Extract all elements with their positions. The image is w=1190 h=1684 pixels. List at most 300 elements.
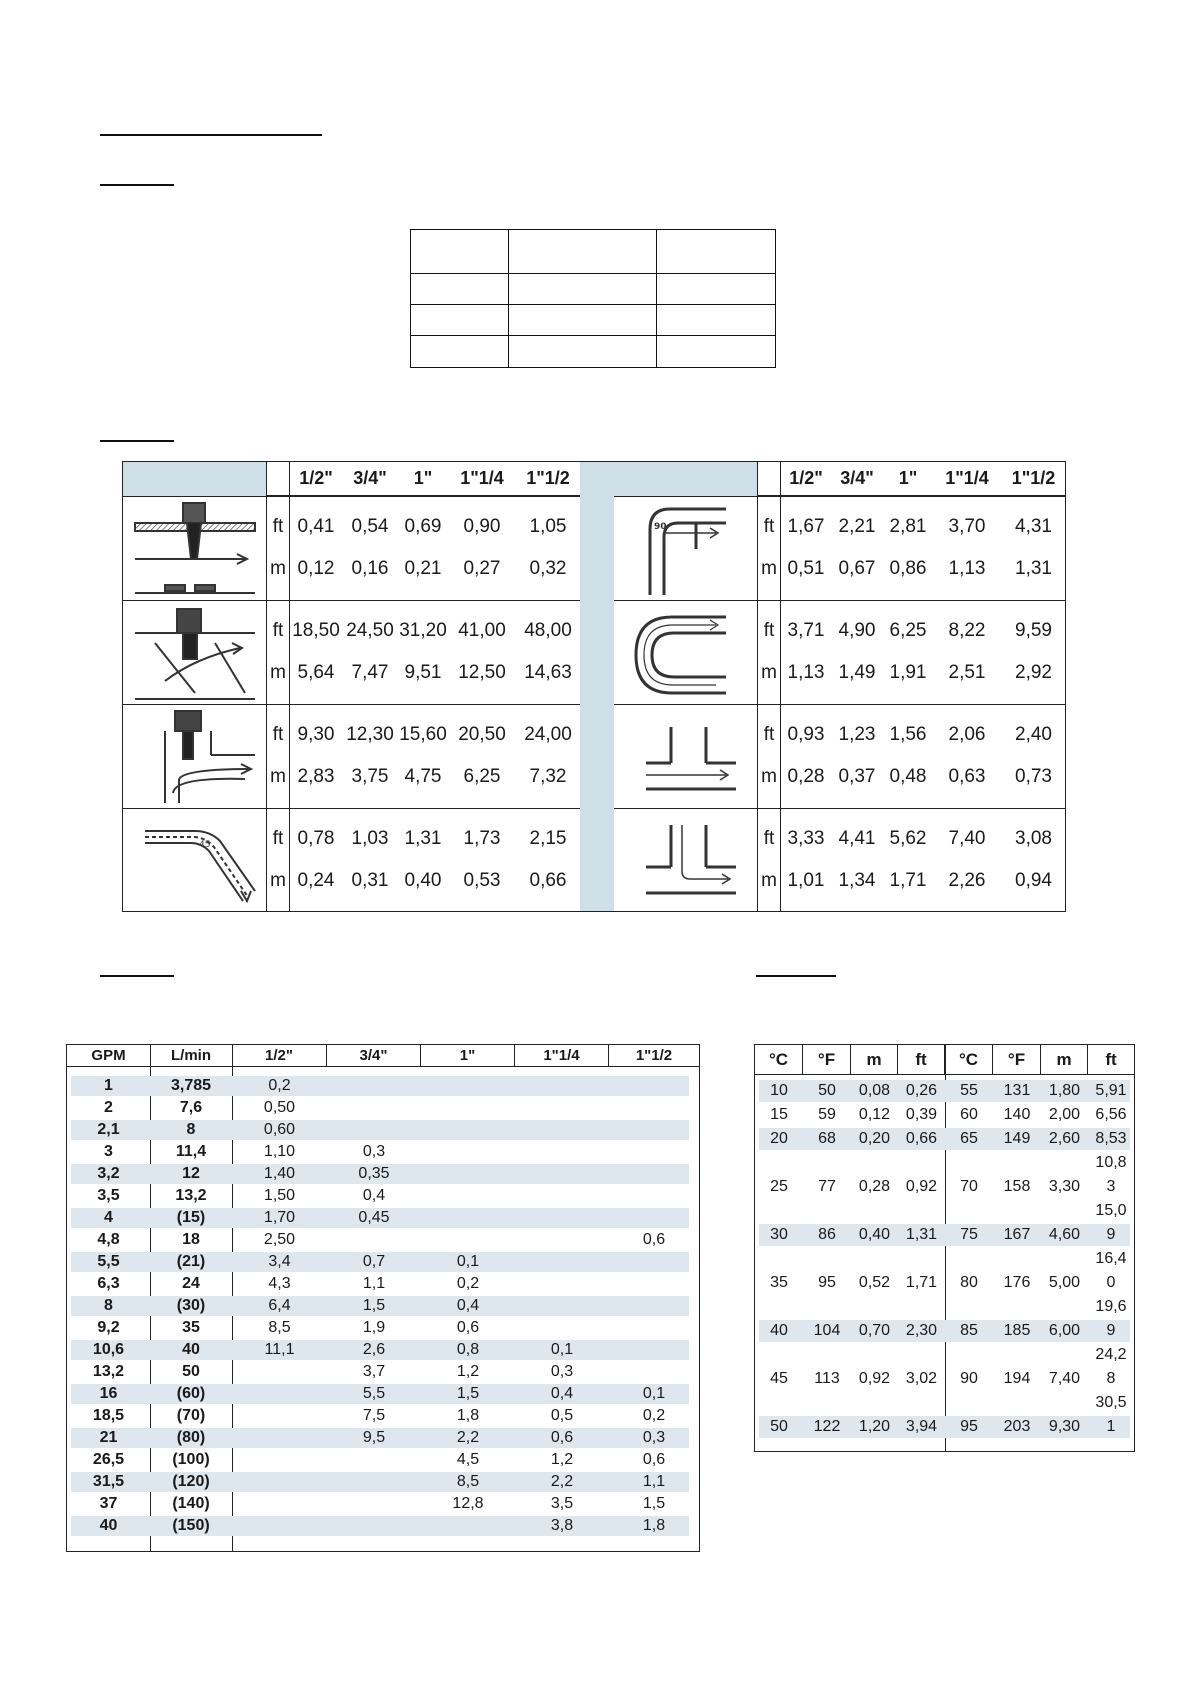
table-cell — [609, 1097, 699, 1119]
table-cell — [421, 1229, 515, 1251]
table-cell — [898, 1199, 945, 1223]
fitting-ft-line — [757, 719, 1066, 751]
size-header: 1/2" — [299, 468, 333, 488]
table-cell: 0,28 — [858, 1178, 891, 1195]
size-header: 1"1/4 — [460, 468, 504, 488]
table-cell: 3,02 — [905, 1370, 938, 1387]
table-row — [755, 1271, 1134, 1295]
table-cell — [232, 1471, 327, 1493]
table-cell — [755, 1295, 803, 1319]
table-cell: 0,3 — [362, 1143, 386, 1160]
table-cell — [945, 1391, 993, 1415]
table-cell: 1,5 — [362, 1297, 386, 1314]
fitting-value: 2,92 — [1015, 662, 1052, 683]
table-cell: 2 — [104, 1099, 113, 1116]
fitting-ft-line — [266, 511, 580, 543]
fitting-value: 31,20 — [399, 620, 447, 641]
table-cell — [232, 1493, 327, 1515]
fitting-value: 0,41 — [297, 516, 335, 537]
tee-branch-icon — [614, 809, 757, 912]
unit-label: ft — [272, 828, 284, 849]
table-cell: 0,8 — [456, 1341, 480, 1358]
table-row — [755, 1295, 1134, 1319]
fittings-right-header — [781, 462, 1066, 496]
table-cell: 3,8 — [550, 1517, 574, 1534]
table-cell: 16 — [99, 1385, 118, 1402]
fitting-value: 1,73 — [463, 828, 501, 849]
fitting-value: 15,60 — [399, 724, 447, 745]
fitting-value: 0,90 — [463, 516, 501, 537]
table-cell: 2,2 — [456, 1429, 480, 1446]
fittings-right-head-blank — [614, 462, 757, 496]
table-cell — [609, 1075, 699, 1097]
fittings-loss-table — [122, 461, 1066, 912]
fitting-value: 1,13 — [948, 558, 986, 579]
fitting-value: 1,34 — [838, 870, 876, 891]
table-cell: 1,5 — [642, 1495, 666, 1512]
table-cell: 2,50 — [263, 1231, 296, 1248]
table-cell: 9 — [1106, 1322, 1116, 1339]
table-cell: 3,2 — [97, 1165, 120, 1182]
table-cell: 0,1 — [456, 1253, 480, 1270]
table-row — [755, 1079, 1134, 1103]
fitting-value: 1,56 — [889, 724, 927, 745]
tee-straight-icon — [614, 705, 757, 808]
table-cell: 140 — [1003, 1106, 1031, 1123]
table-cell: 1,10 — [263, 1143, 296, 1160]
fitting-value: 5,62 — [889, 828, 927, 849]
fitting-value: 0,54 — [351, 516, 389, 537]
table-cell — [1041, 1247, 1088, 1271]
table-cell: 40 — [182, 1341, 200, 1358]
svg-text:90: 90 — [653, 521, 667, 532]
fitting-value: 0,67 — [838, 558, 876, 579]
table-cell: 13,2 — [175, 1187, 207, 1204]
table-cell: (140) — [172, 1495, 210, 1512]
fitting-value: 24,00 — [524, 724, 572, 745]
table-cell: 0,6 — [456, 1319, 480, 1336]
table-cell: 6,56 — [1095, 1106, 1127, 1123]
table-cell: 1,71 — [905, 1274, 938, 1291]
table-cell: 1,70 — [263, 1209, 296, 1226]
fitting-value: 14,63 — [524, 662, 572, 683]
table-cell: 1,80 — [1048, 1082, 1081, 1099]
fittings-separator — [580, 462, 614, 911]
table-row — [755, 1247, 1134, 1271]
table-cell — [993, 1199, 1041, 1223]
table-cell — [515, 1075, 609, 1097]
fitting-row — [123, 704, 580, 808]
table-cell: 12,8 — [452, 1495, 484, 1512]
fitting-value: 48,00 — [524, 620, 572, 641]
fitting-value: 9,51 — [404, 662, 442, 683]
table-cell: 1,31 — [905, 1226, 938, 1243]
table-cell: 0,6 — [642, 1451, 666, 1468]
table-cell: 16,4 — [1095, 1250, 1127, 1267]
table-cell — [515, 1295, 609, 1317]
table-cell: 37 — [99, 1495, 118, 1512]
table-cell: 13,2 — [92, 1363, 125, 1380]
table-cell — [515, 1317, 609, 1339]
table-cell: 104 — [813, 1322, 841, 1339]
unit-label: ft — [763, 620, 775, 641]
temp-header-ft: ft — [1088, 1045, 1134, 1075]
table-cell — [609, 1361, 699, 1383]
table-cell: 1,2 — [550, 1451, 574, 1468]
unit-label: m — [761, 870, 777, 891]
fitting-value: 4,41 — [838, 828, 876, 849]
table-cell — [755, 1151, 803, 1175]
table-row — [67, 1229, 699, 1251]
table-cell — [851, 1247, 898, 1271]
flow-header-size: 1"1/4 — [515, 1045, 609, 1067]
table-row — [67, 1141, 699, 1163]
table-row — [67, 1427, 699, 1449]
fitting-value: 0,86 — [889, 558, 927, 579]
temperature-table — [754, 1044, 1135, 1452]
table-row — [67, 1163, 699, 1185]
table-cell: (60) — [176, 1385, 206, 1402]
table-cell: 5,91 — [1095, 1082, 1127, 1099]
return-bend-icon — [614, 601, 757, 704]
table-row — [755, 1223, 1134, 1247]
fitting-value: 8,22 — [948, 620, 986, 641]
table-cell: 18 — [182, 1231, 200, 1248]
table-cell: 25 — [770, 1178, 788, 1195]
fitting-value: 0,66 — [529, 870, 567, 891]
table-row — [67, 1207, 699, 1229]
table-cell: 0,45 — [358, 1209, 390, 1226]
table-cell: 95 — [960, 1418, 978, 1435]
fitting-value: 0,24 — [297, 870, 335, 891]
table-cell — [327, 1471, 421, 1493]
table-cell: 80 — [960, 1274, 978, 1291]
table-cell: (100) — [172, 1451, 210, 1468]
table-cell: 203 — [1003, 1418, 1031, 1435]
table-cell: 50 — [818, 1082, 836, 1099]
table-row — [755, 1103, 1134, 1127]
table-cell — [327, 1097, 421, 1119]
table-cell — [755, 1343, 803, 1367]
table-cell: 8 — [104, 1297, 113, 1314]
fitting-value: 41,00 — [458, 620, 506, 641]
table-cell: 3 — [104, 1143, 113, 1160]
table-cell: 0,2 — [456, 1275, 480, 1292]
table-cell: 0,70 — [858, 1322, 891, 1339]
table-row — [755, 1175, 1134, 1199]
fitting-value: 2,26 — [948, 870, 986, 891]
table-cell: 113 — [814, 1370, 840, 1387]
table-cell: 6,4 — [268, 1297, 291, 1314]
table-cell: 176 — [1003, 1274, 1031, 1291]
table-cell: 149 — [1003, 1130, 1031, 1147]
table-cell — [898, 1295, 945, 1319]
table-cell: 3,5 — [550, 1495, 574, 1512]
svg-text:45: 45 — [198, 839, 210, 850]
table-cell: 4,3 — [268, 1275, 291, 1292]
table-cell: 0,39 — [905, 1106, 938, 1123]
fitting-value: 5,64 — [297, 662, 335, 683]
bend-45-icon — [123, 809, 266, 912]
table-cell: 35 — [182, 1319, 200, 1336]
table-cell: 85 — [960, 1322, 978, 1339]
table-cell: 60 — [960, 1106, 978, 1123]
table-cell: 3,7 — [362, 1363, 386, 1380]
table-cell: 75 — [960, 1226, 978, 1243]
table-cell — [1041, 1391, 1088, 1415]
fitting-value: 4,90 — [838, 620, 876, 641]
fitting-m-line — [266, 865, 580, 897]
fitting-m-line — [757, 657, 1066, 689]
fitting-value: 1,03 — [351, 828, 389, 849]
table-cell: 21 — [99, 1429, 118, 1446]
table-cell: 1,1 — [642, 1473, 666, 1490]
table-cell: 30,5 — [1095, 1394, 1127, 1411]
fitting-value: 0,48 — [889, 766, 927, 787]
table-cell — [993, 1391, 1041, 1415]
table-cell: 90 — [960, 1370, 978, 1387]
table-row — [67, 1251, 699, 1273]
table-row — [67, 1471, 699, 1493]
subsection-b-underline — [100, 440, 174, 442]
table-cell: 35 — [770, 1274, 788, 1291]
table-cell — [1041, 1151, 1088, 1175]
table-cell: 20 — [770, 1130, 788, 1147]
flow-header-lmin: L/min — [171, 1047, 211, 1064]
table-cell: (21) — [176, 1253, 206, 1270]
table-cell: 185 — [1003, 1322, 1031, 1339]
section-title-underline — [100, 134, 322, 136]
table-cell: 1,50 — [263, 1187, 296, 1204]
table-cell: 9,2 — [97, 1319, 120, 1336]
fitting-value: 0,51 — [787, 558, 825, 579]
fitting-value: 1,23 — [838, 724, 876, 745]
fitting-value: 12,50 — [458, 662, 506, 683]
fitting-value: 1,31 — [404, 828, 442, 849]
unit-label: ft — [763, 516, 775, 537]
temp-header-m: m — [851, 1045, 898, 1075]
table-cell: 6,3 — [97, 1275, 120, 1292]
table-cell: 5,00 — [1048, 1274, 1081, 1291]
table-row — [67, 1119, 699, 1141]
fitting-ft-line — [757, 615, 1066, 647]
temp-header-f: °F — [803, 1045, 851, 1075]
table-cell: 0,66 — [905, 1130, 938, 1147]
table-cell: 0,50 — [263, 1099, 296, 1116]
fittings-left-header — [290, 462, 580, 496]
temp-header-c: °C — [755, 1045, 803, 1075]
table-cell — [609, 1119, 699, 1141]
table-cell: 0,6 — [642, 1231, 666, 1248]
table-cell: 55 — [960, 1082, 978, 1099]
table-cell — [515, 1229, 609, 1251]
table-cell — [327, 1119, 421, 1141]
table-cell — [851, 1343, 898, 1367]
table-cell — [1041, 1199, 1088, 1223]
table-cell: 0,2 — [268, 1077, 291, 1094]
size-header: 1/2" — [789, 468, 823, 488]
table-cell — [232, 1383, 327, 1405]
table-cell: 2,60 — [1048, 1130, 1081, 1147]
fitting-value: 24,50 — [346, 620, 394, 641]
size-header: 1" — [898, 468, 918, 488]
table-cell — [898, 1391, 945, 1415]
size-header: 1"1/2 — [1011, 468, 1056, 488]
fitting-value: 1,13 — [787, 662, 825, 683]
fitting-value: 1,01 — [787, 870, 825, 891]
table-cell: 1,40 — [263, 1165, 296, 1182]
table-cell — [898, 1247, 945, 1271]
table-row — [67, 1515, 699, 1537]
table-cell — [327, 1449, 421, 1471]
table-row — [67, 1075, 699, 1097]
fitting-value: 6,25 — [463, 766, 501, 787]
table-cell: 194 — [1003, 1370, 1031, 1387]
table-row — [67, 1273, 699, 1295]
table-cell — [851, 1199, 898, 1223]
table-cell: 59 — [818, 1106, 836, 1123]
table-cell: 1 — [104, 1077, 113, 1094]
fitting-value: 0,93 — [787, 724, 825, 745]
table-cell: 3,785 — [170, 1077, 212, 1094]
table-cell: 4,5 — [456, 1451, 480, 1468]
table-cell: 0,26 — [905, 1082, 938, 1099]
temp-header-c: °C — [945, 1045, 993, 1075]
table-cell: 158 — [1003, 1178, 1031, 1195]
fitting-ft-line — [757, 823, 1066, 855]
unit-label: m — [270, 870, 286, 891]
table-cell — [803, 1295, 851, 1319]
fitting-value: 7,40 — [948, 828, 986, 849]
table-cell: 9,5 — [362, 1429, 386, 1446]
table-row — [67, 1295, 699, 1317]
fitting-value: 0,28 — [787, 766, 825, 787]
table-cell: (80) — [176, 1429, 206, 1446]
table-cell — [609, 1163, 699, 1185]
table-cell: 95 — [818, 1274, 836, 1291]
table-cell: 0,6 — [550, 1429, 574, 1446]
table-cell: 40 — [99, 1517, 118, 1534]
flow-header-size: 3/4" — [327, 1045, 421, 1067]
table-row — [755, 1391, 1134, 1415]
table-cell — [515, 1163, 609, 1185]
table-cell — [515, 1207, 609, 1229]
table-cell: 4 — [104, 1209, 113, 1226]
table-cell: 0 — [1106, 1274, 1116, 1291]
fitting-value: 2,21 — [838, 516, 876, 537]
table-cell: 15,0 — [1095, 1202, 1127, 1219]
table-cell — [755, 1199, 803, 1223]
fitting-value: 0,27 — [463, 558, 501, 579]
fitting-value: 3,75 — [351, 766, 389, 787]
table-cell: 12 — [182, 1165, 200, 1182]
flow-header-size: 1/2" — [232, 1045, 327, 1067]
table-cell — [515, 1097, 609, 1119]
table-cell — [421, 1119, 515, 1141]
table-cell — [945, 1151, 993, 1175]
table-row — [755, 1415, 1134, 1439]
fitting-row — [614, 704, 1066, 808]
table-cell — [851, 1295, 898, 1319]
fitting-value: 0,31 — [351, 870, 389, 891]
table-cell: 8 — [1106, 1370, 1116, 1387]
size-header: 3/4" — [353, 468, 387, 488]
table-cell — [421, 1075, 515, 1097]
unit-label: ft — [763, 724, 775, 745]
fitting-value: 4,75 — [404, 766, 442, 787]
table-cell: 5,5 — [362, 1385, 386, 1402]
fitting-value: 0,69 — [404, 516, 442, 537]
table-cell: 0,3 — [642, 1429, 666, 1446]
table-cell: 65 — [960, 1130, 978, 1147]
table-cell: 2,00 — [1048, 1106, 1081, 1123]
table-cell — [421, 1097, 515, 1119]
table-cell — [609, 1251, 699, 1273]
table-cell — [945, 1343, 993, 1367]
table-row — [67, 1097, 699, 1119]
table-cell — [609, 1207, 699, 1229]
table-row — [755, 1199, 1134, 1223]
table-cell: 50 — [770, 1418, 788, 1435]
table-cell: 0,4 — [362, 1187, 386, 1204]
table-cell — [421, 1163, 515, 1185]
fitting-value: 9,59 — [1015, 620, 1052, 641]
table-cell: 11,1 — [264, 1341, 295, 1358]
unit-label: m — [761, 766, 777, 787]
table-cell — [421, 1141, 515, 1163]
table-cell — [232, 1449, 327, 1471]
fitting-value: 2,83 — [297, 766, 335, 787]
fitting-value: 9,30 — [297, 724, 335, 745]
table-cell — [803, 1151, 851, 1175]
table-cell — [232, 1405, 327, 1427]
table-cell — [945, 1295, 993, 1319]
fitting-value: 1,49 — [838, 662, 876, 683]
fitting-value: 0,63 — [948, 766, 986, 787]
table-row — [755, 1367, 1134, 1391]
table-cell — [609, 1273, 699, 1295]
fittings-left-half — [123, 462, 580, 911]
table-cell: 10,8 — [1095, 1154, 1127, 1171]
temp-header-f: °F — [993, 1045, 1041, 1075]
unit-label: m — [761, 662, 777, 683]
flow-header-size: 1"1/2 — [635, 1047, 673, 1064]
fitting-ft-line — [266, 615, 580, 647]
fitting-value: 0,37 — [838, 766, 876, 787]
size-header: 1"1/2 — [526, 468, 570, 488]
fitting-m-line — [266, 657, 580, 689]
table-cell — [327, 1493, 421, 1515]
fitting-row — [614, 496, 1066, 600]
table-cell — [515, 1185, 609, 1207]
table-cell — [803, 1199, 851, 1223]
subsection-a-underline — [100, 184, 174, 186]
table-cell: 131 — [1003, 1082, 1031, 1099]
fitting-value: 3,33 — [787, 828, 825, 849]
table-cell: 122 — [813, 1418, 841, 1435]
table-cell — [232, 1427, 327, 1449]
table-cell: 24,2 — [1095, 1346, 1127, 1363]
table-row — [67, 1405, 699, 1427]
table-cell: 8 — [186, 1121, 196, 1138]
table-cell: (70) — [176, 1407, 206, 1424]
fitting-row — [123, 496, 580, 600]
table-row — [67, 1317, 699, 1339]
table-cell: 10,6 — [92, 1341, 125, 1358]
table-cell: 1,5 — [456, 1385, 480, 1402]
fitting-ft-line — [266, 823, 580, 855]
subsection-d-underline — [756, 975, 836, 977]
